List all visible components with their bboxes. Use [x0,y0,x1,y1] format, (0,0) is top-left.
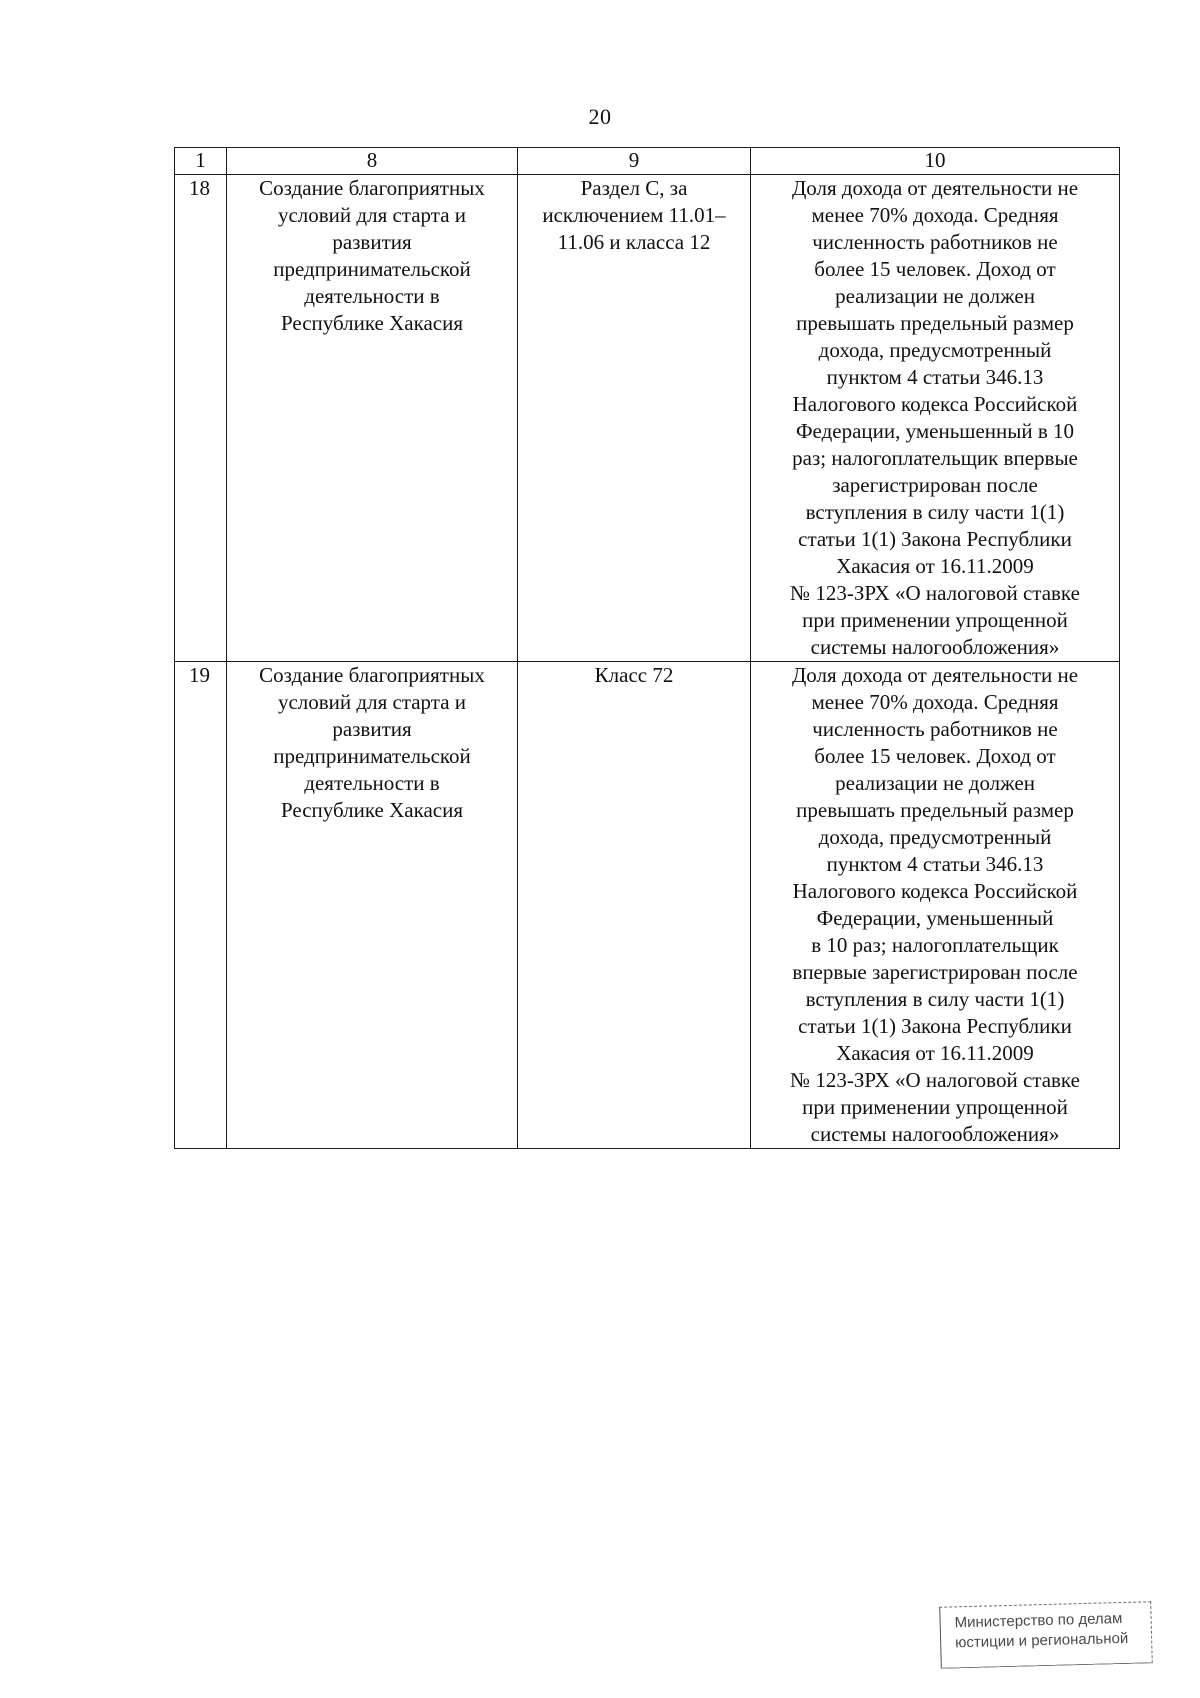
page-number: 20 [588,104,612,129]
cell-text-line: пунктом 4 статьи 346.13 [826,365,1044,389]
cell-text-line: Федерации, уменьшенный в 10 [795,419,1075,443]
cell-text-line: деятельности в [304,771,440,795]
cell-text-line: впервые зарегистрирован после [792,960,1078,984]
cell-text-line: зарегистрирован после [832,473,1038,497]
cell-text-line: Хакасия от 16.11.2009 [836,554,1034,578]
cell-text-line: Федерации, уменьшенный [816,906,1054,930]
cell-text-line: дохода, предусмотренный [818,338,1052,362]
cell-text-line: деятельности в [304,284,440,308]
table-row [175,662,1120,1149]
cell-text-line: более 15 человек. Доход от [814,744,1056,768]
cell-text-line: развития [332,230,412,254]
cell-text-line: численность работников не [812,230,1058,254]
row-number-cell: 18 [175,175,227,662]
cell-text-line: Хакасия от 16.11.2009 [836,1041,1034,1065]
cell-text-line: статьи 1(1) Закона Республики [798,1014,1072,1038]
cell-text-line: Налогового кодекса Российской [792,879,1078,903]
conditions-cell [751,662,1120,1149]
cell-text-line: предпринимательской [273,257,471,281]
table-header-row [175,148,1120,175]
cell-text-line: развития [332,717,412,741]
cell-text-line: статьи 1(1) Закона Республики [798,527,1072,551]
cell-text-line: вступления в силу части 1(1) [805,987,1065,1011]
cell-text-line: менее 70% дохода. Средняя [811,690,1059,714]
cell-text-line: более 15 человек. Доход от [814,257,1056,281]
header-cell-col8: 8 [227,148,518,175]
cell-text-line: предпринимательской [273,744,471,768]
okved-cell [518,175,751,662]
cell-text-line: превышать предельный размер [796,798,1074,822]
cell-text-line: при применении упрощенной [802,1095,1068,1119]
conditions-cell [751,175,1120,662]
registration-stamp [939,1601,1153,1669]
cell-text-line: Налогового кодекса Российской [792,392,1078,416]
cell-text-line: превышать предельный размер [796,311,1074,335]
cell-text-line: № 123-ЗРХ «О налоговой ставке [790,581,1080,605]
cell-text-line: условий для старта и [277,203,467,227]
cell-text-line: Создание благоприятных [259,663,485,687]
header-cell-col1: 1 [175,148,227,175]
stamp-line: Министерство по делам [954,1609,1123,1632]
cell-text-line: в 10 раз; налогоплательщик [811,933,1059,957]
cell-text-line: исключением 11.01– [542,203,726,227]
stamp-line: юстиции и региональной [954,1629,1129,1652]
program-cell [227,662,518,1149]
header-cell-col9: 9 [518,148,751,175]
table-row [175,175,1120,662]
cell-text-line: Раздел С, за [580,176,688,200]
cell-text-line: при применении упрощенной [802,608,1068,632]
program-cell [227,175,518,662]
cell-text-line: дохода, предусмотренный [818,825,1052,849]
cell-text-line: реализации не должен [835,771,1035,795]
cell-text-line: раз; налогоплательщик впервые [792,446,1078,470]
cell-text-line: системы налогообложения» [810,1122,1060,1146]
cell-text-line: 11.06 и класса 12 [557,230,711,254]
cell-text-line: Доля дохода от деятельности не [791,176,1079,200]
header-cell-col10: 10 [751,148,1120,175]
cell-text-line: менее 70% дохода. Средняя [811,203,1059,227]
cell-text-line: численность работников не [812,717,1058,741]
cell-text-line: № 123-ЗРХ «О налоговой ставке [790,1068,1080,1092]
cell-text-line: Республике Хакасия [280,798,464,822]
cell-text-line: пунктом 4 статьи 346.13 [826,852,1044,876]
row-number-cell: 19 [175,662,227,1149]
data-table [174,147,1120,1149]
cell-text-line: Республике Хакасия [280,311,464,335]
cell-text-line: реализации не должен [835,284,1035,308]
cell-text-line: условий для старта и [277,690,467,714]
cell-text-line: Создание благоприятных [259,176,485,200]
cell-text-line: Доля дохода от деятельности не [791,663,1079,687]
cell-text-line: системы налогообложения» [810,635,1060,659]
cell-text-line: Класс 72 [594,663,674,687]
cell-text-line: вступления в силу части 1(1) [805,500,1065,524]
okved-cell [518,662,751,1149]
